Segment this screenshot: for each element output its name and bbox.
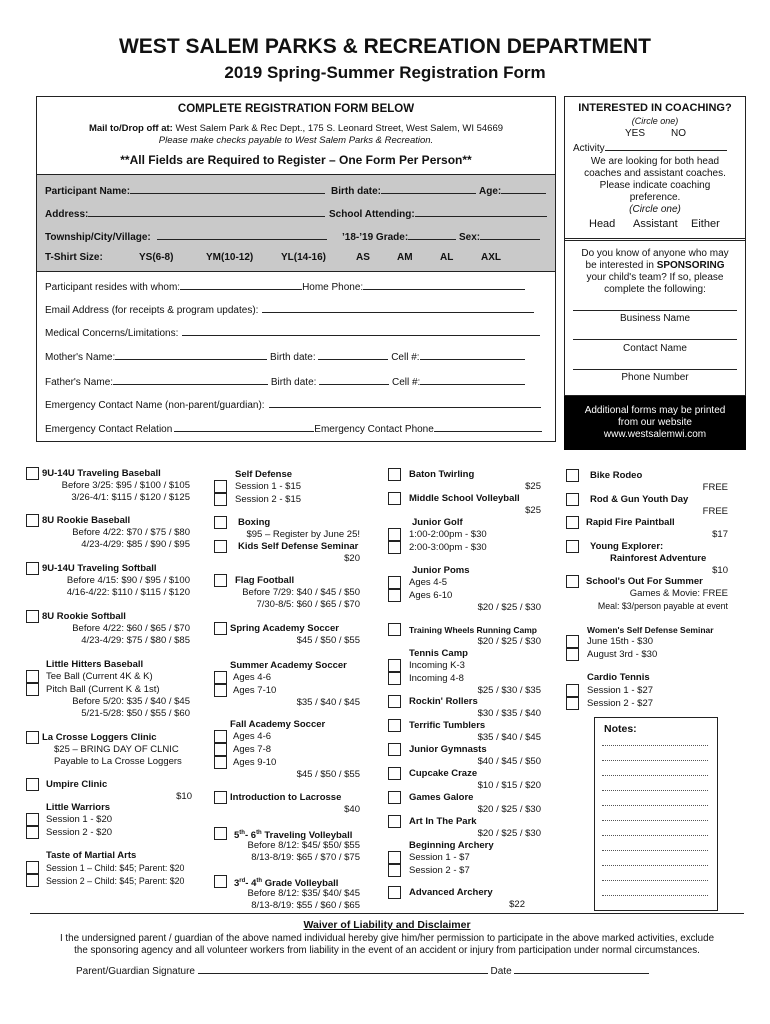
- self-defense-title: Self Defense: [235, 469, 293, 480]
- tennis-k3: Incoming K-3: [409, 660, 465, 671]
- tennis-title: Tennis Camp: [409, 648, 468, 659]
- checkbox-cardio-1[interactable]: [566, 684, 579, 697]
- checkbox-rookie-baseball[interactable]: [26, 514, 39, 527]
- young-explorer-title: Young Explorer:: [590, 541, 664, 552]
- cardio-tennis-title: Cardio Tennis: [587, 672, 650, 683]
- coaching-note-2: coaches and assistant coaches.: [584, 168, 726, 179]
- training-wheels-price: $20 / $25 / $30: [477, 636, 541, 647]
- size-axl[interactable]: AXL: [481, 252, 501, 263]
- rockin-rollers-price: $30 / $35 / $40: [477, 708, 541, 719]
- additional-forms-box: [564, 396, 746, 450]
- baton-price: $25: [525, 481, 541, 492]
- warriors-session-2: Session 2 - $20: [46, 827, 113, 838]
- size-as[interactable]: AS: [356, 252, 370, 263]
- checkbox-archery-2[interactable]: [388, 864, 401, 877]
- warriors-session-1: Session 1 - $20: [46, 814, 113, 825]
- checkbox-ms-volleyball[interactable]: [388, 492, 401, 505]
- bike-rodeo-price: FREE: [702, 482, 728, 493]
- sponsor-box: [564, 238, 746, 396]
- resides-field[interactable]: Participant resides with whom: Home Phone:: [45, 279, 525, 293]
- tshirt-label: T-Shirt Size:: [45, 252, 103, 263]
- advanced-archery-price: $22: [509, 899, 525, 910]
- lacrosse-clinic-payable: Payable to La Crosse Loggers: [54, 756, 182, 767]
- contact-name-label: Contact Name: [623, 343, 687, 354]
- paintball-price: $17: [712, 529, 728, 540]
- sponsor-q3: your child's team? If so, please: [586, 272, 724, 283]
- art-in-park-price: $20 / $25 / $30: [477, 828, 541, 839]
- poms-ages-6-10: Ages 6-10: [409, 590, 453, 601]
- rookie-baseball-price-1: Before 4/22: $70 / $75 / $80: [72, 527, 190, 538]
- phone-number-label: Phone Number: [621, 372, 689, 383]
- checkbox-warriors-session-1[interactable]: [26, 813, 39, 826]
- schools-out-games: Games & Movie: FREE: [629, 588, 728, 599]
- summer-soccer-title: Summer Academy Soccer: [230, 660, 347, 671]
- self-defense-session-2: Session 2 - $15: [235, 494, 302, 505]
- size-al[interactable]: AL: [440, 252, 454, 263]
- summer-soccer-price: $35 / $40 / $45: [296, 697, 360, 708]
- fall-soccer-price: $45 / $50 / $55: [296, 769, 360, 780]
- checkbox-intro-lacrosse[interactable]: [214, 791, 227, 804]
- martial-session-1: Session 1 – Child: $45; Parent: $20: [46, 863, 185, 873]
- terrific-tumblers-title: Terrific Tumblers: [409, 720, 486, 731]
- checkbox-summer-soccer-7-10[interactable]: [214, 684, 227, 697]
- summer-soccer-ages-4-6: Ages 4-6: [233, 672, 272, 683]
- young-explorer-price: $10: [712, 565, 728, 576]
- rookie-softball-price-1: Before 4/22: $60 / $65 / $70: [72, 623, 190, 634]
- traveling-volleyball-price-2: 8/13-8/19: $65 / $70 / $75: [251, 852, 360, 863]
- ms-volleyball-price: $25: [525, 505, 541, 516]
- sponsor-q1: Do you know of anyone who may: [581, 248, 729, 259]
- cupcake-craze-price: $10 / $15 / $20: [477, 780, 541, 791]
- checkbox-fall-soccer-4-6[interactable]: [214, 730, 227, 743]
- flag-football-price-2: 7/30-8/5: $60 / $65 / $70: [256, 599, 360, 610]
- summer-soccer-ages-7-10: Ages 7-10: [233, 685, 277, 696]
- junior-gymnasts-price: $40 / $45 / $50: [477, 756, 541, 767]
- training-wheels-title: Training Wheels Running Camp: [409, 625, 537, 635]
- womens-august: August 3rd - $30: [587, 649, 658, 660]
- checkbox-games-galore[interactable]: [388, 791, 401, 804]
- activity-field[interactable]: Activity: [573, 140, 727, 155]
- checkbox-young-explorer[interactable]: [566, 540, 579, 553]
- circle-one-2: (Circle one): [629, 204, 681, 215]
- rookie-baseball-price-2: 4/23-4/29: $85 / $90 / $95: [81, 539, 190, 550]
- golf-title: Junior Golf: [412, 517, 463, 528]
- rookie-softball-price-2: 4/23-4/29: $75 / $80 / $85: [81, 635, 190, 646]
- boxing-price: $95 – Register by June 25!: [246, 529, 360, 540]
- checkbox-self-defense-2[interactable]: [214, 493, 227, 506]
- games-galore-price: $20 / $25 / $30: [477, 804, 541, 815]
- poms-price: $20 / $25 / $30: [477, 602, 541, 613]
- checkbox-schools-out[interactable]: [566, 575, 579, 588]
- martial-arts-title: Taste of Martial Arts: [46, 850, 137, 861]
- coaching-note-1: We are looking for both head: [590, 156, 720, 167]
- advanced-archery-title: Advanced Archery: [409, 887, 493, 898]
- circle-one: (Circle one): [631, 116, 679, 126]
- travel-softball-price-2: 4/16-4/22: $110 / $115 / $120: [66, 587, 190, 598]
- lacrosse-clinic-price: $25 – BRING DAY OF CLNIC: [54, 744, 179, 755]
- page-title: WEST SALEM PARKS & RECREATION DEPARTMENT: [118, 35, 651, 58]
- cupcake-craze-title: Cupcake Craze: [409, 768, 478, 779]
- fall-soccer-title: Fall Academy Soccer: [230, 719, 326, 730]
- games-galore-title: Games Galore: [409, 792, 474, 803]
- address-field[interactable]: Address:: [45, 206, 325, 220]
- paintball-title: Rapid Fire Paintball: [586, 517, 675, 528]
- checkbox-junior-gymnasts[interactable]: [388, 743, 401, 756]
- mail-to: Mail to/Drop off at: West Salem Park & Rec Dept., 175 S. Leonard Street, West Salem, WI 54669: [88, 123, 504, 134]
- rookie-baseball-title: 8U Rookie Baseball: [42, 515, 131, 526]
- intro-lacrosse-price: $40: [344, 804, 360, 815]
- kids-self-defense-price: $20: [344, 553, 360, 564]
- business-name-line[interactable]: [573, 310, 737, 311]
- fall-soccer-ages-7-8: Ages 7-8: [233, 744, 272, 755]
- archery-session-2: Session 2 - $7: [409, 865, 470, 876]
- fall-soccer-ages-9-10: Ages 9-10: [233, 757, 277, 768]
- checkbox-bike-rodeo[interactable]: [566, 469, 579, 482]
- checkbox-spring-soccer[interactable]: [214, 622, 227, 635]
- sponsor-q2: be interested in SPONSORING: [585, 260, 725, 271]
- waiver-title: Waiver of Liability and Disclaimer: [303, 919, 471, 931]
- mother-field[interactable]: Mother's Name: Birth date: Cell #:: [45, 349, 525, 363]
- coaching-yes[interactable]: YES: [625, 128, 646, 139]
- sponsor-q4: complete the following:: [604, 284, 706, 295]
- cardio-session-2: Session 2 - $27: [587, 698, 654, 709]
- lacrosse-clinic-title: La Crosse Loggers Clinic: [42, 732, 157, 743]
- grade-volleyball-title: 3rd- 4th Grade Volleyball: [234, 878, 339, 890]
- checkbox-travel-baseball[interactable]: [26, 467, 39, 480]
- size-yl[interactable]: YL(14-16): [281, 252, 327, 263]
- emergency-name-field[interactable]: Emergency Contact Name (non-parent/guardian):: [45, 397, 541, 411]
- website-link[interactable]: www.westsalemwi.com: [603, 429, 707, 440]
- self-defense-session-1: Session 1 - $15: [235, 481, 302, 492]
- checkbox-fall-soccer-7-8[interactable]: [214, 743, 227, 756]
- spring-soccer-title: Spring Academy Soccer: [230, 623, 339, 634]
- rainforest-adventure-title: Rainforest Adventure: [610, 553, 707, 564]
- township-field[interactable]: Township/City/Village:: [45, 229, 327, 243]
- checkbox-martial-session-1[interactable]: [26, 861, 39, 874]
- checkbox-poms-6-10[interactable]: [388, 589, 401, 602]
- traveling-volleyball-title: 5th- 6th Traveling Volleyball: [234, 830, 353, 842]
- tennis-price: $25 / $30 / $35: [477, 685, 541, 696]
- checkbox-womens-august[interactable]: [566, 648, 579, 661]
- waiver-text-1: I the undersigned parent / guardian of the above named individual hereby give him/her permission to participate in the above marked activities, exclude: [59, 933, 715, 944]
- flag-football-price-1: Before 7/29: $40 / $45 / $50: [242, 587, 360, 598]
- checkbox-rookie-softball[interactable]: [26, 610, 39, 623]
- spring-soccer-price: $45 / $50 / $55: [296, 635, 360, 646]
- checkbox-pitch-ball[interactable]: [26, 683, 39, 696]
- checkbox-umpire-clinic[interactable]: [26, 778, 39, 791]
- coach-head[interactable]: Head: [589, 218, 616, 230]
- martial-session-2: Session 2 – Child: $45; Parent: $20: [46, 876, 185, 886]
- intro-lacrosse-title: Introduction to Lacrosse: [230, 792, 342, 803]
- travel-baseball-title: 9U-14U Traveling Baseball: [42, 468, 161, 479]
- golf-session-2: 2:00-3:00pm - $30: [409, 542, 487, 553]
- checkbox-training-wheels[interactable]: [388, 623, 401, 636]
- checkbox-summer-soccer-4-6[interactable]: [214, 671, 227, 684]
- checkbox-baton[interactable]: [388, 468, 401, 481]
- terrific-tumblers-price: $35 / $40 / $45: [477, 732, 541, 743]
- checkbox-traveling-volleyball[interactable]: [214, 827, 227, 840]
- umpire-clinic-price: $10: [176, 791, 192, 802]
- form-heading: COMPLETE REGISTRATION FORM BELOW: [177, 103, 415, 115]
- boxing-title: Boxing: [238, 517, 271, 528]
- waiver-section: [30, 913, 744, 1014]
- age-field[interactable]: Age:: [479, 183, 546, 197]
- schools-out-meal: Meal: $3/person payable at event: [597, 601, 728, 611]
- junior-gymnasts-title: Junior Gymnasts: [409, 744, 487, 755]
- phone-number-line[interactable]: [573, 369, 737, 370]
- email-field[interactable]: Email Address (for receipts & program updates):: [45, 302, 534, 316]
- grade-volleyball-price-1: Before 8/12: $35/ $40/ $45: [247, 888, 360, 899]
- birth-date-field[interactable]: Birth date:: [331, 183, 476, 197]
- umpire-clinic-title: Umpire Clinic: [46, 779, 108, 790]
- checkbox-cupcake-craze[interactable]: [388, 767, 401, 780]
- checkbox-tennis-4-8[interactable]: [388, 672, 401, 685]
- checkbox-golf-1[interactable]: [388, 528, 401, 541]
- fall-soccer-ages-4-6: Ages 4-6: [233, 731, 272, 742]
- checkbox-paintball[interactable]: [566, 516, 579, 529]
- flag-football-title: Flag Football: [235, 575, 295, 586]
- emergency-relation-field[interactable]: Emergency Contact Relation Emergency Contact Phone: [45, 421, 542, 435]
- pitch-ball-label: Pitch Ball (Current K & 1st): [46, 684, 160, 695]
- checkbox-warriors-session-2[interactable]: [26, 826, 39, 839]
- checkbox-lacrosse-clinic[interactable]: [26, 731, 39, 744]
- size-ys[interactable]: YS(6-8): [139, 252, 174, 263]
- ms-volleyball-title: Middle School Volleyball: [409, 493, 520, 504]
- checkbox-fall-soccer-9-10[interactable]: [214, 756, 227, 769]
- checkbox-grade-volleyball[interactable]: [214, 875, 227, 888]
- size-ym[interactable]: YM(10-12): [206, 252, 254, 263]
- tennis-4-8: Incoming 4-8: [409, 673, 464, 684]
- coaching-box: [564, 96, 746, 241]
- checkbox-self-defense-1[interactable]: [214, 480, 227, 493]
- art-in-park-title: Art In The Park: [409, 816, 477, 827]
- poms-ages-4-5: Ages 4-5: [409, 577, 448, 588]
- checkbox-travel-softball[interactable]: [26, 562, 39, 575]
- checkbox-boxing[interactable]: [214, 516, 227, 529]
- registration-form-box: [36, 96, 556, 442]
- participant-info-block: [37, 174, 555, 272]
- checkbox-martial-session-2[interactable]: [26, 874, 39, 887]
- checkbox-tee-ball[interactable]: [26, 670, 39, 683]
- notes-label: Notes:: [604, 723, 637, 735]
- travel-softball-title: 9U-14U Traveling Softball: [42, 563, 157, 574]
- womens-june: June 15th - $30: [587, 636, 654, 647]
- checkbox-rockin-rollers[interactable]: [388, 695, 401, 708]
- checkbox-womens-june[interactable]: [566, 635, 579, 648]
- waiver-text-2: the sponsoring agency and all volunteer workers from liability in the event of an accident or injury from participation under normal circumstances.: [74, 945, 700, 956]
- notes-box[interactable]: [594, 717, 718, 911]
- schools-out-title: School's Out For Summer: [586, 576, 703, 587]
- grade-field[interactable]: ’18-’19 Grade:: [342, 229, 456, 243]
- payable-note: Please make checks payable to West Salem Parks & Recreation.: [158, 135, 434, 146]
- checkbox-cardio-2[interactable]: [566, 697, 579, 710]
- little-hitters-price-2: 5/21-5/28: $50 / $55 / $60: [81, 708, 190, 719]
- checkbox-rod-gun[interactable]: [566, 493, 579, 506]
- checkbox-golf-2[interactable]: [388, 541, 401, 554]
- checkbox-advanced-archery[interactable]: [388, 886, 401, 899]
- business-name-label: Business Name: [619, 313, 691, 324]
- checkbox-art-in-park[interactable]: [388, 815, 401, 828]
- sex-field[interactable]: Sex:: [459, 229, 540, 243]
- baton-title: Baton Twirling: [409, 469, 475, 480]
- poms-title: Junior Poms: [412, 565, 470, 576]
- checkbox-archery-1[interactable]: [388, 851, 401, 864]
- checkbox-kids-self-defense[interactable]: [214, 540, 227, 553]
- checkbox-terrific-tumblers[interactable]: [388, 719, 401, 732]
- participant-name-field[interactable]: Participant Name:: [45, 183, 325, 197]
- tee-ball-label: Tee Ball (Current 4K & K): [46, 671, 153, 682]
- required-note: **All Fields are Required to Register – One Form Per Person**: [120, 153, 472, 167]
- checkbox-flag-football[interactable]: [214, 574, 227, 587]
- school-field[interactable]: School Attending:: [329, 206, 547, 220]
- checkbox-tennis-k3[interactable]: [388, 659, 401, 672]
- little-hitters-price-1: Before 5/20: $35 / $40 / $45: [72, 696, 190, 707]
- additional-line-2: from our website: [618, 417, 692, 428]
- traveling-volleyball-price-1: Before 8/12: $45/ $50/ $55: [247, 840, 360, 851]
- coach-either[interactable]: Either: [691, 218, 720, 230]
- rod-gun-price: FREE: [702, 506, 728, 517]
- contact-name-line[interactable]: [573, 339, 737, 340]
- rod-gun-title: Rod & Gun Youth Day: [590, 494, 689, 505]
- golf-session-1: 1:00-2:00pm - $30: [409, 529, 487, 540]
- grade-volleyball-price-2: 8/13-8/19: $55 / $60 / $65: [251, 900, 360, 911]
- travel-baseball-price-2: 3/26-4/1: $115 / $120 / $125: [71, 492, 190, 503]
- additional-line-1: Additional forms may be printed: [584, 405, 726, 416]
- bike-rodeo-title: Bike Rodeo: [590, 470, 643, 481]
- womens-self-defense-title: Women's Self Defense Seminar: [587, 625, 714, 635]
- coaching-note-3: Please indicate coaching: [599, 180, 711, 191]
- coaching-heading: INTERESTED IN COACHING?: [578, 102, 732, 114]
- medical-field[interactable]: Medical Concerns/Limitations:: [45, 325, 540, 339]
- page-subtitle: 2019 Spring-Summer Registration Form: [224, 63, 546, 82]
- little-hitters-title: Little Hitters Baseball: [46, 659, 144, 670]
- kids-self-defense-title: Kids Self Defense Seminar: [238, 541, 359, 552]
- travel-baseball-price-1: Before 3/25: $95 / $100 / $105: [61, 480, 190, 491]
- rockin-rollers-title: Rockin' Rollers: [409, 696, 478, 707]
- checkbox-poms-4-5[interactable]: [388, 576, 401, 589]
- beginning-archery-title: Beginning Archery: [409, 840, 494, 851]
- size-am[interactable]: AM: [397, 252, 413, 263]
- travel-softball-price-1: Before 4/15: $90 / $95 / $100: [66, 575, 190, 586]
- cardio-session-1: Session 1 - $27: [587, 685, 654, 696]
- archery-session-1: Session 1 - $7: [409, 852, 470, 863]
- rookie-softball-title: 8U Rookie Softball: [42, 611, 126, 622]
- coaching-note-4: preference.: [629, 192, 681, 203]
- coach-assistant[interactable]: Assistant: [633, 218, 678, 230]
- father-field[interactable]: Father's Name: Birth date: Cell #:: [45, 374, 525, 388]
- signature-field[interactable]: Parent/Guardian Signature Date: [76, 963, 649, 978]
- coaching-no[interactable]: NO: [671, 128, 686, 139]
- little-warriors-title: Little Warriors: [46, 802, 111, 813]
